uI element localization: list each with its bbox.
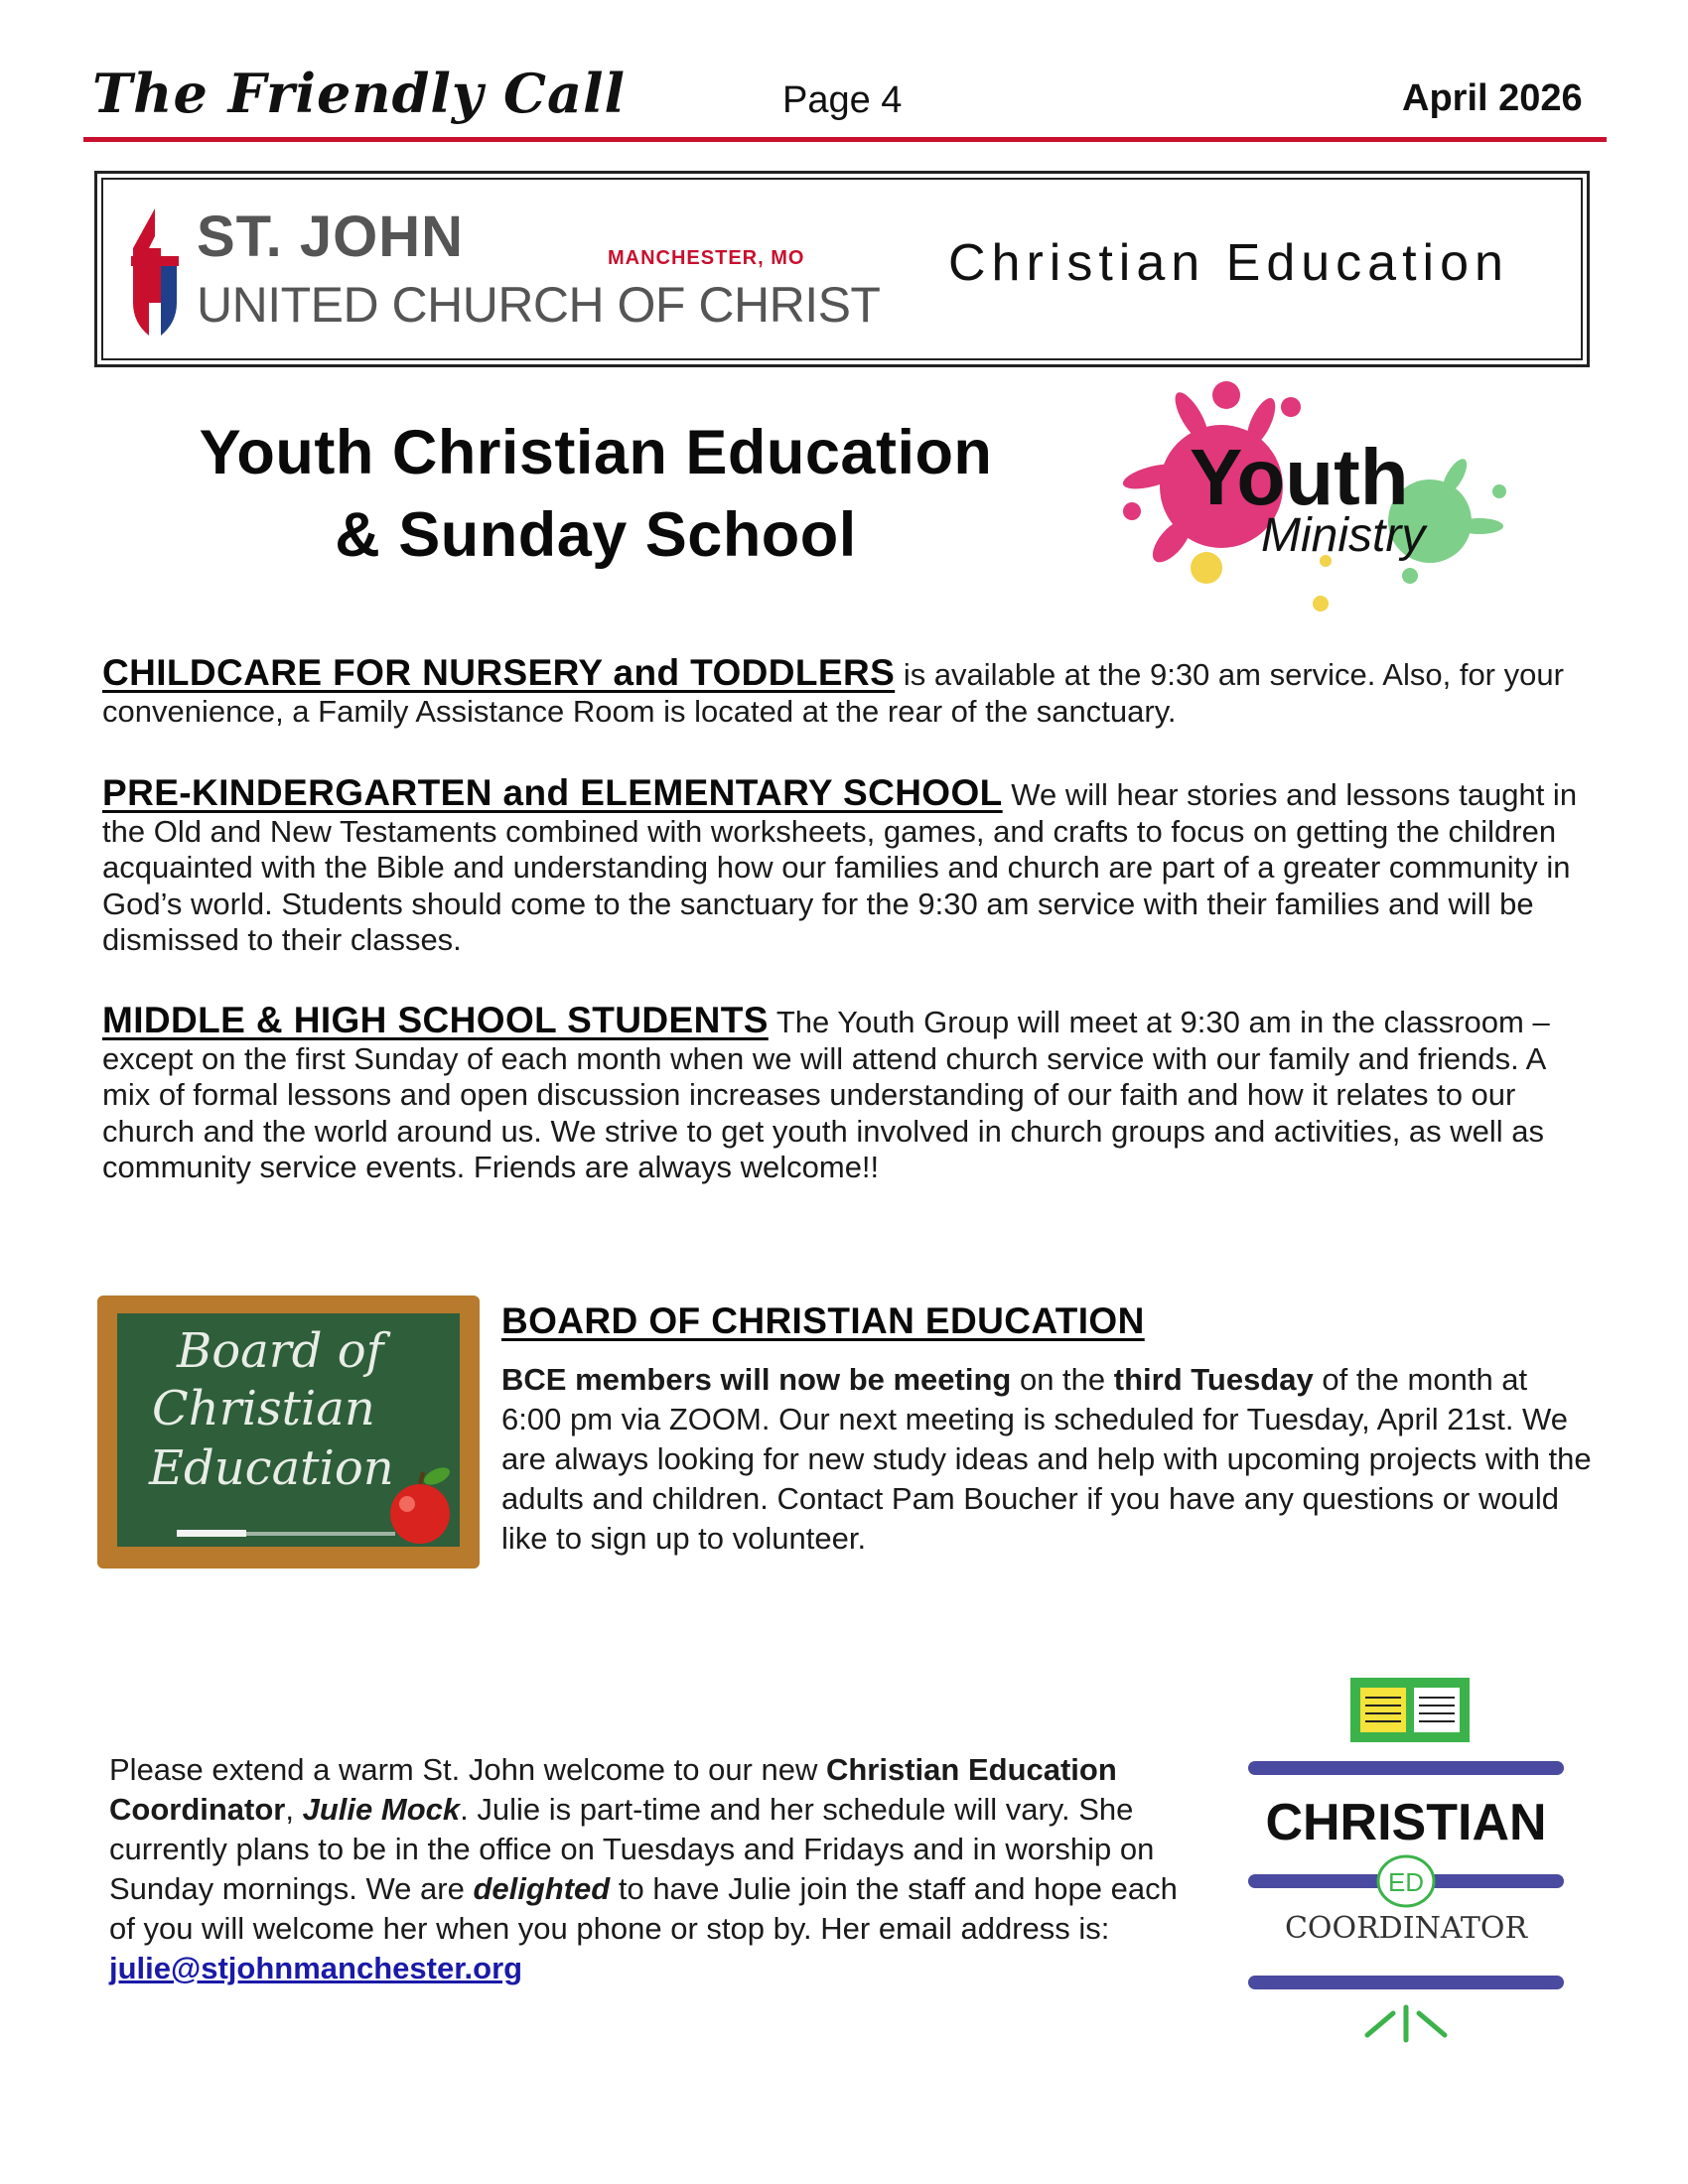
coordinator-name: Julie Mock (302, 1792, 461, 1827)
prek-text: We will hear stories and lessons taught in the Old and New Testaments combined with worksheets, games, and crafts to focus on getting the children acquainted with the Bible and understanding how our families and church are part of a greater community in God’s world. Students should come to the sanctuary for the 9:30 am service with their families and will be dismissed to their classes. (102, 777, 1578, 957)
open-book-icon (1350, 1678, 1470, 1742)
page-title (94, 412, 1097, 577)
page-title-line1: Youth Christian Education (199, 418, 993, 487)
youth-logo-word2: Ministry (1261, 509, 1426, 562)
prek-paragraph (102, 772, 1592, 959)
delighted-emphasis: delighted (473, 1871, 611, 1906)
page-number: Page 4 (782, 79, 903, 121)
youth-logo-word1: Youth (1190, 433, 1409, 521)
prek-heading: PRE-KINDERGARTEN and ELEMENTARY SCHOOL (102, 772, 1003, 813)
newsletter-masthead: The Friendly Call (92, 62, 627, 125)
coord-logo-badge: ED (1387, 1867, 1425, 1897)
church-city: MANCHESTER, MO (608, 247, 805, 269)
board-bold2: third Tuesday (1113, 1362, 1314, 1397)
coordinator-email-link[interactable]: julie@stjohnmanchester.org (109, 1951, 523, 1985)
chalkboard-image (97, 1296, 480, 1569)
childcare-heading: CHILDCARE FOR NURSERY and TODDLERS (102, 652, 896, 693)
chalk-line3: Education (149, 1440, 394, 1496)
chalk-line1: Board of (177, 1323, 384, 1379)
board-paragraph: BCE members will now be meeting on the third Tuesday of the month at 6:00 pm via ZOOM. Our next meeting is scheduled for Tuesday, April 21st. We are always looking for new study ideas and help with upcoming projects with the adults and children. Contact Pam Boucher if you have any questions or would like to sign up to volunteer. (501, 1362, 1592, 1556)
board-heading: BOARD OF CHRISTIAN EDUCATION (501, 1300, 1145, 1341)
ucc-cross-icon (127, 208, 183, 338)
welcome-paragraph: Please extend a warm St. John welcome to our new Christian Education Coordinator, Julie Mock. Julie is part-time and her schedule will vary. She currently plans to be in the office on Tuesdays and Fridays and in worship on Sunday mornings. We are delighted to have Julie join the staff and hope each of you will welcome her when you phone or stop by. Her email address is: julie@stjohnmanchester.org (109, 1752, 1178, 1985)
middle-high-text: The Youth Group will meet at 9:30 am in the classroom – except on the first Sunday of each month when we will attend church service with our family and friends. A mix of formal lessons and open discussion increases understanding of our faith and how it relates to our church and the world around us. We strive to get youth involved in church groups and activities, as well as community service events. Friends are always welcome!! (102, 1005, 1550, 1184)
board-bold1: BCE members will now be meeting (501, 1362, 1012, 1397)
church-full-name: UNITED CHURCH OF CHRIST (197, 277, 881, 333)
childcare-paragraph (102, 652, 1592, 730)
coord-logo-word1: CHRISTIAN (1265, 1794, 1547, 1851)
middle-high-paragraph (102, 1000, 1592, 1186)
coord-logo-word2: COORDINATOR (1284, 1911, 1528, 1946)
issue-date: April 2026 (1402, 77, 1583, 119)
coordinator-logo (1246, 1678, 1584, 2055)
childcare-text: is available at the 9:30 am service. Also, for your convenience, a Family Assistance Room is located at the rear of the sanctuary. (102, 657, 1564, 729)
youth-ministry-logo (1112, 377, 1509, 615)
chalk-line2: Christian (152, 1381, 375, 1436)
page-title-line2: & Sunday School (335, 500, 857, 570)
header-rule (83, 137, 1607, 142)
coordinator-title: Christian Education Coordinator (109, 1752, 1117, 1827)
banner-title: Christian Education (948, 234, 1509, 292)
middle-high-heading: MIDDLE & HIGH SCHOOL STUDENTS (102, 1000, 769, 1040)
church-name: ST. JOHN (197, 205, 465, 269)
